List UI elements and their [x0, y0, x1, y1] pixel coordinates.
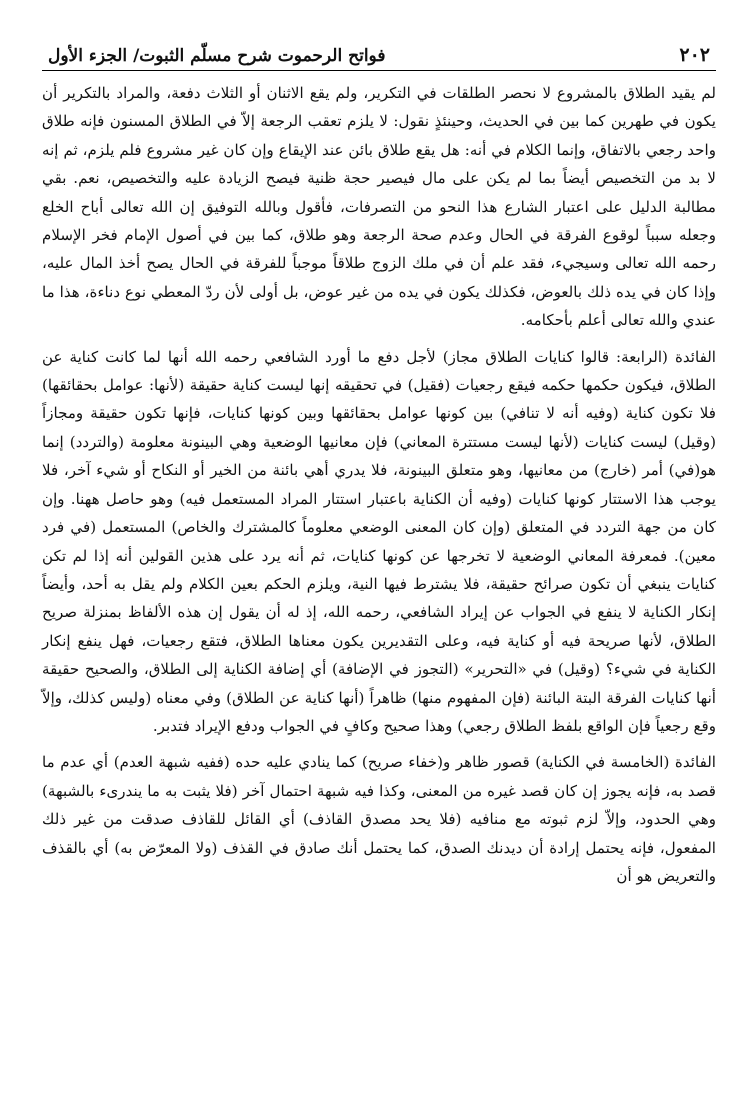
- page-body: [42, 79, 716, 890]
- paragraph-text: لم يقيد الطلاق بالمشروع لا نحصر الطلقات في التكرير، ولم يقع الاثنان أو الثلاث دفعة، والمراد بالتكرير أن يكون في طهرين كما بين في الحديث، وحينئذٍ نقول: لا يلزم تعقب الرجعة إلاّ في الطلاق المسنون فإنه طلاق واحد رجعي بالاتفاق، وإنما الكلام في أنه: هل يقع طلاق بائن عند الإيقاع وإن كان غير مشروع فلم يلزم، ثم إنه لا بد من التخصيص أيضاً بما لم يكن على مال فيصير حجة ظنية فيصح الزيادة عليه والتخصيص، نعم. بقي مطالبة الدليل على اعتبار الشارع هذا النحو من التصرفات، فأقول وبالله التوفيق إن الله تعالى أباح الخلع وجعله سبباً لوقوع الفرقة في الحال وعدم صحة الرجعة وهو طلاق، كما بين في أصول الإمام فخر الإسلام رحمه الله تعالى وسيجيء، فقد علم أن في ملك الزوج طلاقاً موجباً للفرقة في الحال يصح أخذ المال عليه، وإذا كان في يده ذلك بالعوض، فكذلك يكون في يده من غير عوض، بل أولى لأن ردّ المعطي نوع دناءة، هذا ما عندي والله تعالى أعلم بأحكامه.: [42, 84, 716, 330]
- page-number: ٢٠٢: [679, 44, 710, 66]
- page-header: [42, 30, 716, 71]
- paragraph: [42, 79, 716, 335]
- running-title: فواتح الرحموت شرح مسلّم الثبوت/ الجزء الأول: [48, 46, 386, 66]
- paragraph-text: الفائدة (الخامسة في الكناية) قصور ظاهر و(خفاء صريح) كما ينادي عليه حده (ففيه شبهة العدم) أي عدم ما قصد به، فإنه يجوز إن كان قصد غيره من المعنى، وكذا فيه شبهة احتمال آخر (فلا يثبت به ما يندرىء بالشبهة) وهي الحدود، وإلاّ لزم ثبوته مع منافيه (فلا يحد مصدق القاذف) أي القائل للقاذف صدقت من غير ذلك المفعول، فإنه يحتمل إرادة أن ديدنك الصدق، كما يحتمل أنك صادق في القذف (ولا المعرّض به) أي بالقذف والتعريض هو أن: [42, 753, 716, 885]
- book-page: [42, 30, 716, 890]
- paragraph: [42, 343, 716, 741]
- paragraph-text: الفائدة (الرابعة: قالوا كنايات الطلاق مجاز) لأجل دفع ما أورد الشافعي رحمه الله أنها لما كانت كناية عن الطلاق، فيكون حكمها حكمه فيقع رجعيات (فقيل) في تحقيقه إنها ليست كناية حقيقة (لأنها: عوامل بحقائقها) فلا تكون كناية (وفيه أنه لا تنافي) بين كونها عوامل بحقائقها وبين كونها كنايات، فإنها تكون حقيقة ومجازاً (وقيل) ليست كنايات (لأنها ليست مستترة المعاني) فإن معانيها الوضعية وهي البينونة معلومة (والتردد) إنما هو(في) أمر (خارج) من معانيها، وهو متعلق البينونة، فلا يدري أهي بائنة من الخير أو النكاح أو شيء آخر، فلا يوجب هذا الاستتار كونها كنايات (وفيه أن الكناية باعتبار استتار المراد المستعمل فيه) وهو حاصل ههنا. وإن كان من جهة التردد في المتعلق (وإن كان المعنى الوضعي معلوماً كالمشترك والخاص) المستعمل (في فرد معين). فمعرفة المعاني الوضعية لا تخرجها عن كونها كنايات، ثم أنه يرد على هذين القولين أنه إذا لم تكن كنايات ينبغي أن تكون صرائح حقيقة، فلا يشترط فيها النية، ويلزم الحكم بعين الكلام ولم يقل به أحد، وأيضاً إنكار الكناية لا ينفع في الجواب عن إيراد الشافعي، رحمه الله، إذ له أن يقول إن هذه الألفاظ بمنزلة صريح الطلاق، لأنها صريحة فيه أو كناية فيه، وعلى التقديرين يكون معناها الطلاق، فتقع رجعيات، فهل ينفع إنكار الكناية في شيء؟ (وقيل) في «التحرير» (التجوز في الإضافة) أي إضافة الكناية إلى الطلاق، والصحيح حقيقة أنها كنايات الفرقة البتة البائنة (فإن المفهوم منها) ظاهراً (أنها كناية عن الطلاق) وفي معناه (وليس كذلك، وإلاّ وقع رجعياً فإن الواقع بلفظ الطلاق رجعي) وهذا صحيح وكافٍ في الجواب ودفع الإيراد فتدبر.: [42, 347, 716, 735]
- paragraph: [42, 748, 716, 890]
